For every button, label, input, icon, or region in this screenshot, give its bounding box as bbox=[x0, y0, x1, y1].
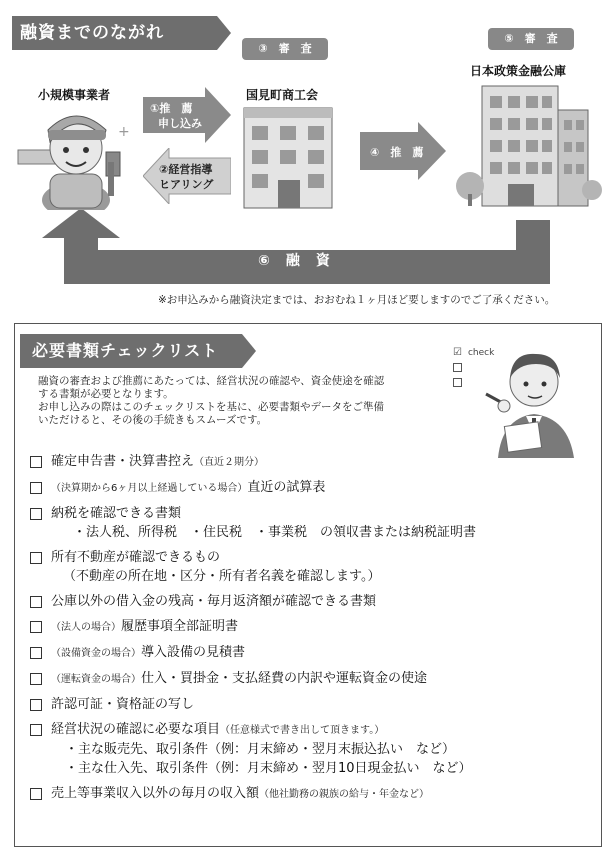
step6-label: ⑥ 融 資 bbox=[258, 253, 331, 269]
checkbox[interactable] bbox=[30, 482, 42, 494]
checklist-item-other-income bbox=[30, 784, 600, 804]
item-text: 所有不動産が確認できるもの bbox=[51, 550, 221, 565]
checkbox[interactable] bbox=[30, 673, 42, 685]
checked-mark-icon: ☑ bbox=[453, 347, 462, 358]
checkbox[interactable] bbox=[30, 552, 42, 564]
checklist-item-registry bbox=[30, 617, 600, 637]
item-note: （他社勤務の親族の給与・年金など） bbox=[259, 789, 430, 800]
item-text: 経営状況の確認に必要な項目 bbox=[51, 722, 221, 737]
checkbox[interactable] bbox=[30, 596, 42, 608]
item-subtext: ・法人税、所得税 ・住民税 ・事業税 の領収書または納税証明書 bbox=[73, 525, 477, 540]
timing-note: ※お申込みから融資決定までは、おおむね１ヶ月ほど要しますのでご了承ください。 bbox=[158, 294, 556, 306]
checklist-item-tax-return bbox=[30, 452, 600, 472]
item-condition: （運転資金の場合） bbox=[51, 674, 141, 685]
checklist-item-business-status bbox=[30, 720, 600, 778]
item-text: 納税を確認できる書類 bbox=[51, 506, 182, 521]
svg-text:+: + bbox=[118, 124, 130, 140]
step4-label: ④ 推 薦 bbox=[370, 146, 424, 159]
item-condition: （法人の場合） bbox=[51, 622, 121, 633]
review-tag-3: ③ 審 査 bbox=[242, 38, 328, 60]
item-subtext-purchases: ・主な仕入先、取引条件（例：月末締め・翌月10日現金払い など） bbox=[65, 761, 472, 776]
checklist-title: 必要書類チェックリスト bbox=[20, 334, 242, 368]
chamber-label: 国見町商工会 bbox=[246, 88, 319, 102]
small-business-label: 小規模事業者 bbox=[38, 88, 111, 102]
intro-line-2: する書類が必要となります。 bbox=[38, 388, 174, 400]
checklist-item-real-estate bbox=[30, 548, 600, 586]
business-owner-illustration bbox=[14, 100, 139, 210]
item-text: 公庫以外の借入金の残高・毎月返済額が確認できる書類 bbox=[51, 594, 377, 609]
document-checklist bbox=[30, 452, 600, 810]
checkbox[interactable] bbox=[30, 699, 42, 711]
checkbox[interactable] bbox=[30, 621, 42, 633]
item-note: （任意様式で書き出して頂きます。） bbox=[220, 725, 385, 736]
step2-label-1: ②経営指導 bbox=[159, 163, 213, 176]
mini-box-icon bbox=[453, 363, 462, 372]
review-tag-5: ⑤ 審 査 bbox=[488, 28, 574, 50]
item-text: 仕入・買掛金・支払経費の内訳や運転資金の使途 bbox=[141, 671, 428, 686]
checkbox[interactable] bbox=[30, 456, 42, 468]
mini-box-icon bbox=[453, 378, 462, 387]
checklist-item-trial-balance bbox=[30, 478, 600, 498]
checklist-item-tax-payment bbox=[30, 504, 600, 542]
checklist-item-working-capital bbox=[30, 669, 600, 689]
item-text: 売上等事業収入以外の毎月の収入額 bbox=[51, 786, 260, 801]
check-word: check bbox=[467, 347, 495, 358]
step1-label-1: ①推 薦 bbox=[150, 102, 193, 115]
checkbox[interactable] bbox=[30, 647, 42, 659]
item-text: 確定申告書・決算書控え bbox=[51, 454, 195, 469]
intro-line-4: いただけると、その後の手続きもスムーズです。 bbox=[38, 414, 268, 426]
intro-line-1: 融資の審査および推薦にあたっては、経営状況の確認や、資金使途を確認 bbox=[38, 375, 385, 387]
checkbox[interactable] bbox=[30, 508, 42, 520]
checklist-item-equipment-quote bbox=[30, 643, 600, 663]
item-subtext: （不動産の所在地・区分・所有者名義を確認します。） bbox=[63, 569, 381, 584]
intro-line-3: お申し込みの際はこのチェックリストを基に、必要書類やデータをご準備 bbox=[38, 401, 384, 413]
item-text: 許認可証・資格証の写し bbox=[51, 697, 195, 712]
item-text: 導入設備の見積書 bbox=[141, 645, 246, 660]
item-condition: （設備資金の場合） bbox=[51, 648, 141, 659]
financing-arrow bbox=[38, 210, 588, 286]
item-note: （直近２期分） bbox=[194, 457, 265, 468]
chamber-building-icon bbox=[240, 104, 338, 210]
step2-label-2: ヒアリング bbox=[159, 178, 214, 191]
checkbox[interactable] bbox=[30, 788, 42, 800]
jfc-building-icon bbox=[452, 80, 602, 214]
checklist-intro bbox=[38, 375, 448, 427]
item-subtext-sales: ・主な販売先、取引条件（例：月末締め・翌月末振込払い など） bbox=[65, 742, 456, 757]
item-text: 直近の試算表 bbox=[247, 480, 326, 495]
checklist-item-other-loans bbox=[30, 592, 600, 611]
jfc-label: 日本政策金融公庫 bbox=[470, 64, 567, 78]
checklist-item-licenses bbox=[30, 695, 600, 714]
step1-label-2: 申し込み bbox=[158, 117, 202, 130]
item-text: 履歴事項全部証明書 bbox=[121, 619, 239, 634]
flow-title: 融資までのながれ bbox=[12, 16, 217, 50]
checkbox[interactable] bbox=[30, 724, 42, 736]
businessman-illustration bbox=[478, 338, 588, 458]
item-condition: （決算期から6ヶ月以上経過している場合） bbox=[51, 483, 248, 494]
